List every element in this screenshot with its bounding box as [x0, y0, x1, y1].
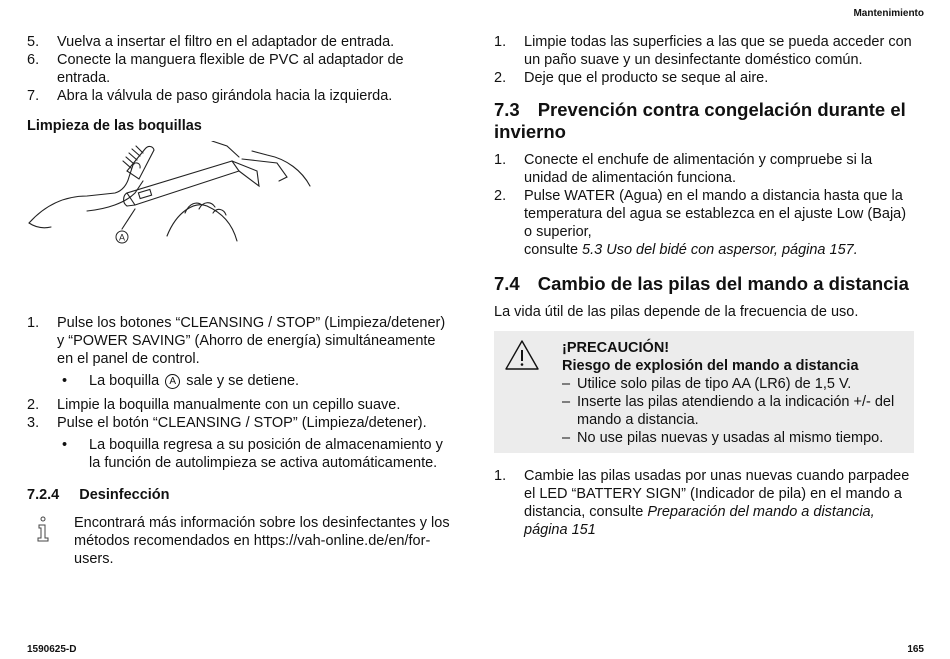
list-item: • La boquilla regresa a su posición de almacenamiento y la función de autolimpieza se activa automáticamente. — [27, 436, 452, 472]
cross-reference-link[interactable]: 5.3 Uso del bidé con aspersor, página 157 — [582, 242, 854, 258]
list-item: 2. Limpie la boquilla manualmente con un cepillo suave. — [27, 397, 401, 413]
warning-icon — [504, 339, 540, 371]
list-item: – No use pilas nuevas y usadas al mismo tiempo. — [562, 429, 906, 447]
list-item: • La boquilla A sale y se detiene. — [27, 372, 452, 390]
left-column — [27, 33, 452, 568]
list-item: 6. Conecte la manguera flexible de PVC al adaptador de entrada. — [27, 52, 404, 86]
list-item: 7. Abra la válvula de paso girándola hacia la izquierda. — [27, 88, 393, 104]
list-item: – Utilice solo pilas de tipo AA (LR6) de 1,5 V. — [562, 375, 906, 393]
steps-top-list — [27, 33, 452, 105]
caution-title: ¡PRECAUCIÓN! — [562, 340, 670, 356]
list-item: 1. Pulse los botones “CLEANSING / STOP” (Limpieza/detener) y “POWER SAVING” (Ahorro de energía) simultáneamente en el panel de control. — [27, 315, 446, 367]
disinfection-heading: 7.2.4 Desinfección — [27, 487, 170, 503]
steps-nozzle-list — [27, 314, 452, 368]
list-item: 1. Cambie las pilas usadas por unas nuevas cuando parpadee el LED “BATTERY SIGN” (Indicador de pila) en el mando a distancia, consulte Preparación del mando a distancia, página 151 — [494, 468, 910, 538]
list-item: – Inserte las pilas atendiendo a la indicación +/- del mando a distancia. — [562, 393, 906, 429]
cross-reference-link[interactable]: Preparación del mando a distancia, página 151 — [524, 504, 875, 538]
bullet-list-2 — [27, 436, 452, 472]
figure-label: A — [118, 232, 126, 243]
caution-box — [494, 331, 914, 453]
caution-subtitle: Riesgo de explosión del mando a distancia — [562, 358, 859, 374]
page-number: 165 — [907, 644, 924, 655]
list-item: 2. Pulse WATER (Agua) en el mando a distancia hasta que la temperatura del agua se establezca en el ajuste Low (Baja) o superior, consulte 5.3 Uso del bidé con aspersor, página 157. — [494, 188, 907, 258]
info-icon — [35, 516, 51, 542]
steps-nozzle-list-2 — [27, 396, 452, 432]
info-note — [27, 514, 452, 568]
section-7-3-heading: 7.3 Prevención contra congelación durante el invierno — [494, 99, 906, 142]
right-column — [494, 33, 914, 539]
nozzle-heading: Limpieza de las boquillas — [27, 118, 202, 134]
list-item: 1. Limpie todas las superficies a las que se pueda acceder con un paño suave y un desinfectante doméstico común. — [494, 34, 912, 68]
list-item: 5. Vuelva a insertar el filtro en el adaptador de entrada. — [27, 34, 395, 50]
steps-disinfect-list — [494, 33, 914, 87]
list-item: 3. Pulse el botón “CLEANSING / STOP” (Limpieza/detener). — [27, 415, 427, 431]
caution-list — [562, 375, 906, 447]
list-item: 1. Conecte el enchufe de alimentación y compruebe si la unidad de alimentación funciona. — [494, 152, 873, 186]
nozzle-cleaning-illustration — [27, 141, 312, 256]
intro-text: La vida útil de las pilas depende de la frecuencia de uso. — [494, 304, 859, 320]
section-7-4-heading: 7.4 Cambio de las pilas del mando a distancia — [494, 273, 909, 294]
steps-battery-list — [494, 467, 914, 539]
running-header: Mantenimiento — [853, 8, 924, 19]
list-item: 2. Deje que el producto se seque al aire. — [494, 70, 769, 86]
steps-frost-list — [494, 151, 914, 259]
bullet-list — [27, 372, 452, 390]
label-a-icon: A — [165, 374, 180, 389]
info-text: Encontrará más información sobre los desinfectantes y los métodos recomendados en https://vah-online.de/en/for-users. — [74, 515, 450, 567]
document-id: 1590625-D — [27, 644, 77, 655]
